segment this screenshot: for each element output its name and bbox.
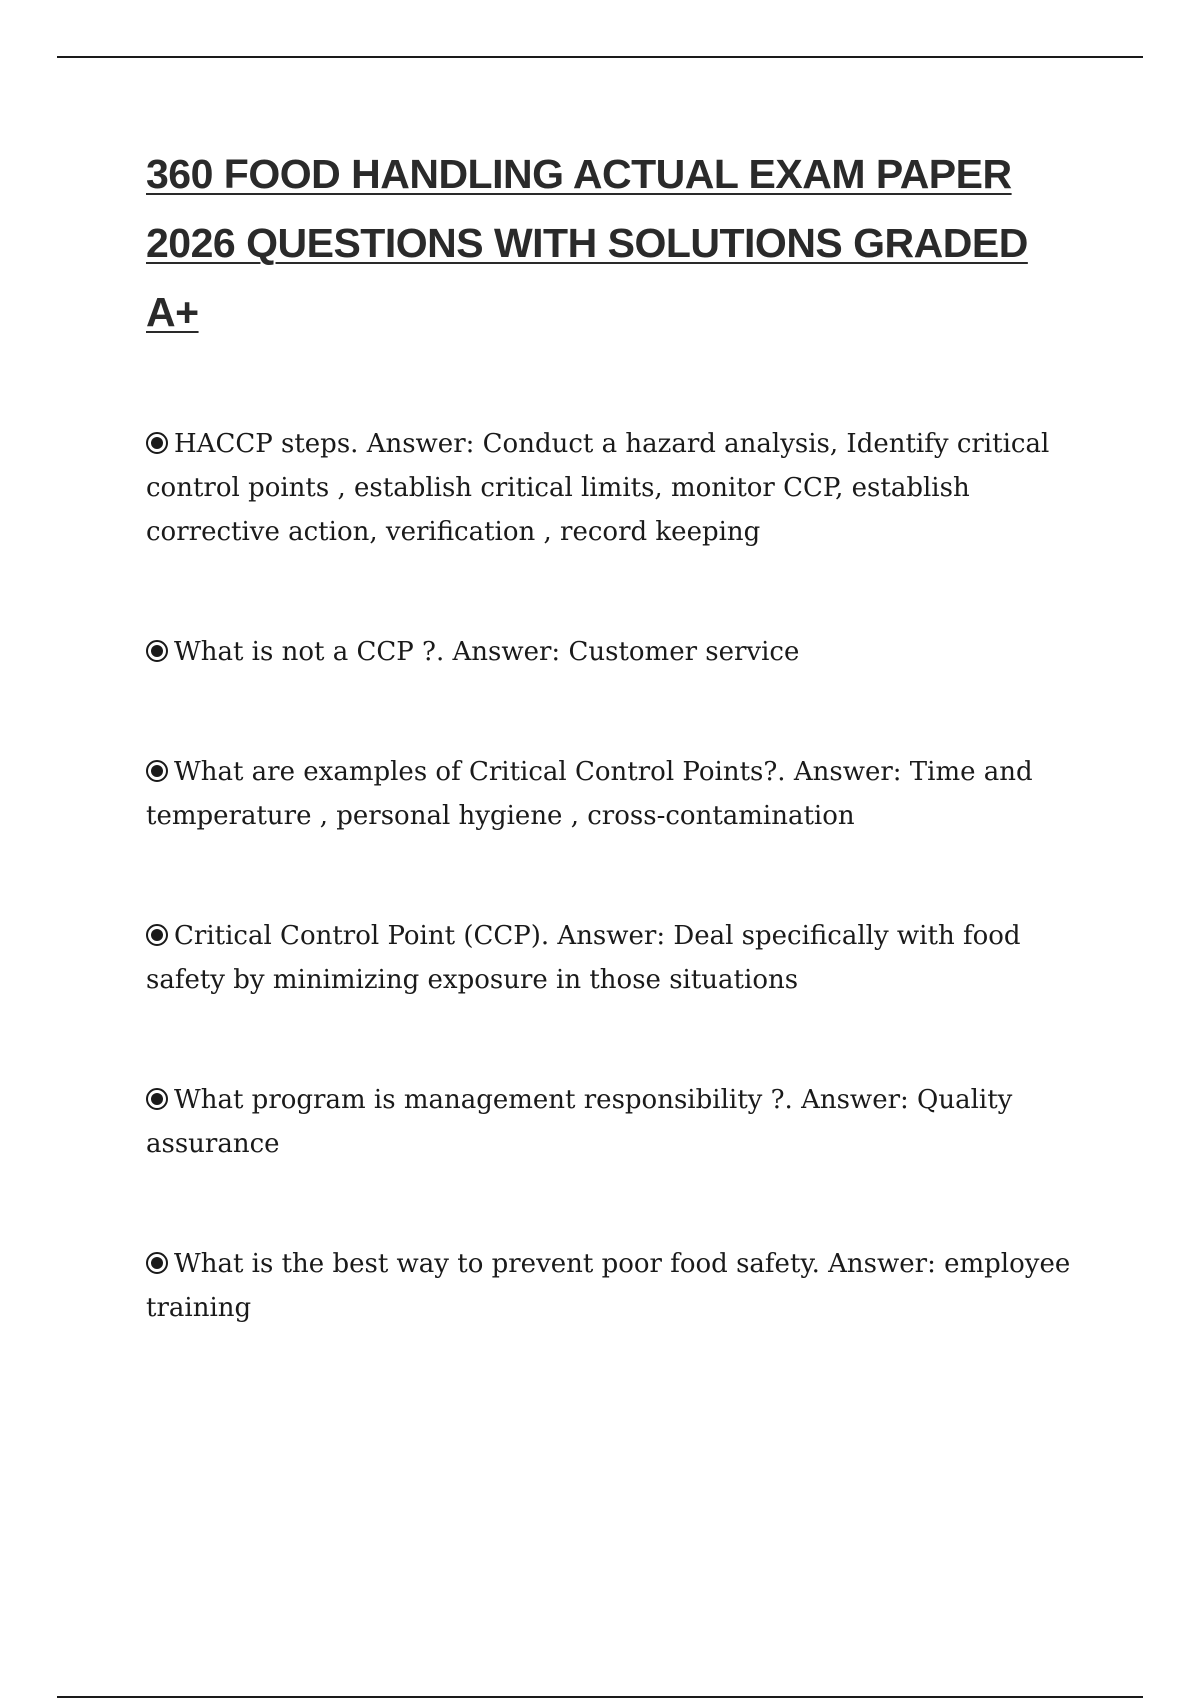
qa-text: What is not a CCP ?. Answer: Customer service: [174, 637, 800, 667]
fisheye-bullet-icon: [146, 1088, 168, 1110]
qa-item: [146, 630, 1086, 674]
qa-item: [146, 422, 1086, 554]
qa-text: Critical Control Point (CCP). Answer: Deal specifically with food safety by minimizing exposure in those situations: [146, 921, 1021, 995]
qa-item: [146, 750, 1086, 838]
fisheye-bullet-icon: [146, 640, 168, 662]
fisheye-bullet-icon: [146, 432, 168, 454]
qa-item: [146, 1242, 1086, 1330]
qa-text: What program is management responsibility ?. Answer: Quality assurance: [146, 1085, 1013, 1159]
qa-item: [146, 1078, 1086, 1166]
bottom-rule: [57, 1696, 1143, 1698]
qa-item: [146, 914, 1086, 1002]
fisheye-bullet-icon: [146, 760, 168, 782]
fisheye-bullet-icon: [146, 1252, 168, 1274]
fisheye-bullet-icon: [146, 924, 168, 946]
qa-text: HACCP steps. Answer: Conduct a hazard analysis, Identify critical control points , establish critical limits, monitor CCP, establish corrective action, verification , record keeping: [146, 429, 1050, 547]
top-rule: [57, 56, 1143, 58]
qa-text: What are examples of Critical Control Points?. Answer: Time and temperature , personal hygiene , cross-contamination: [146, 757, 1033, 831]
page-title: 360 FOOD HANDLING ACTUAL EXAM PAPER 2026 QUESTIONS WITH SOLUTIONS GRADED A+: [146, 151, 1028, 335]
qa-text: What is the best way to prevent poor food safety. Answer: employee training: [146, 1249, 1071, 1323]
